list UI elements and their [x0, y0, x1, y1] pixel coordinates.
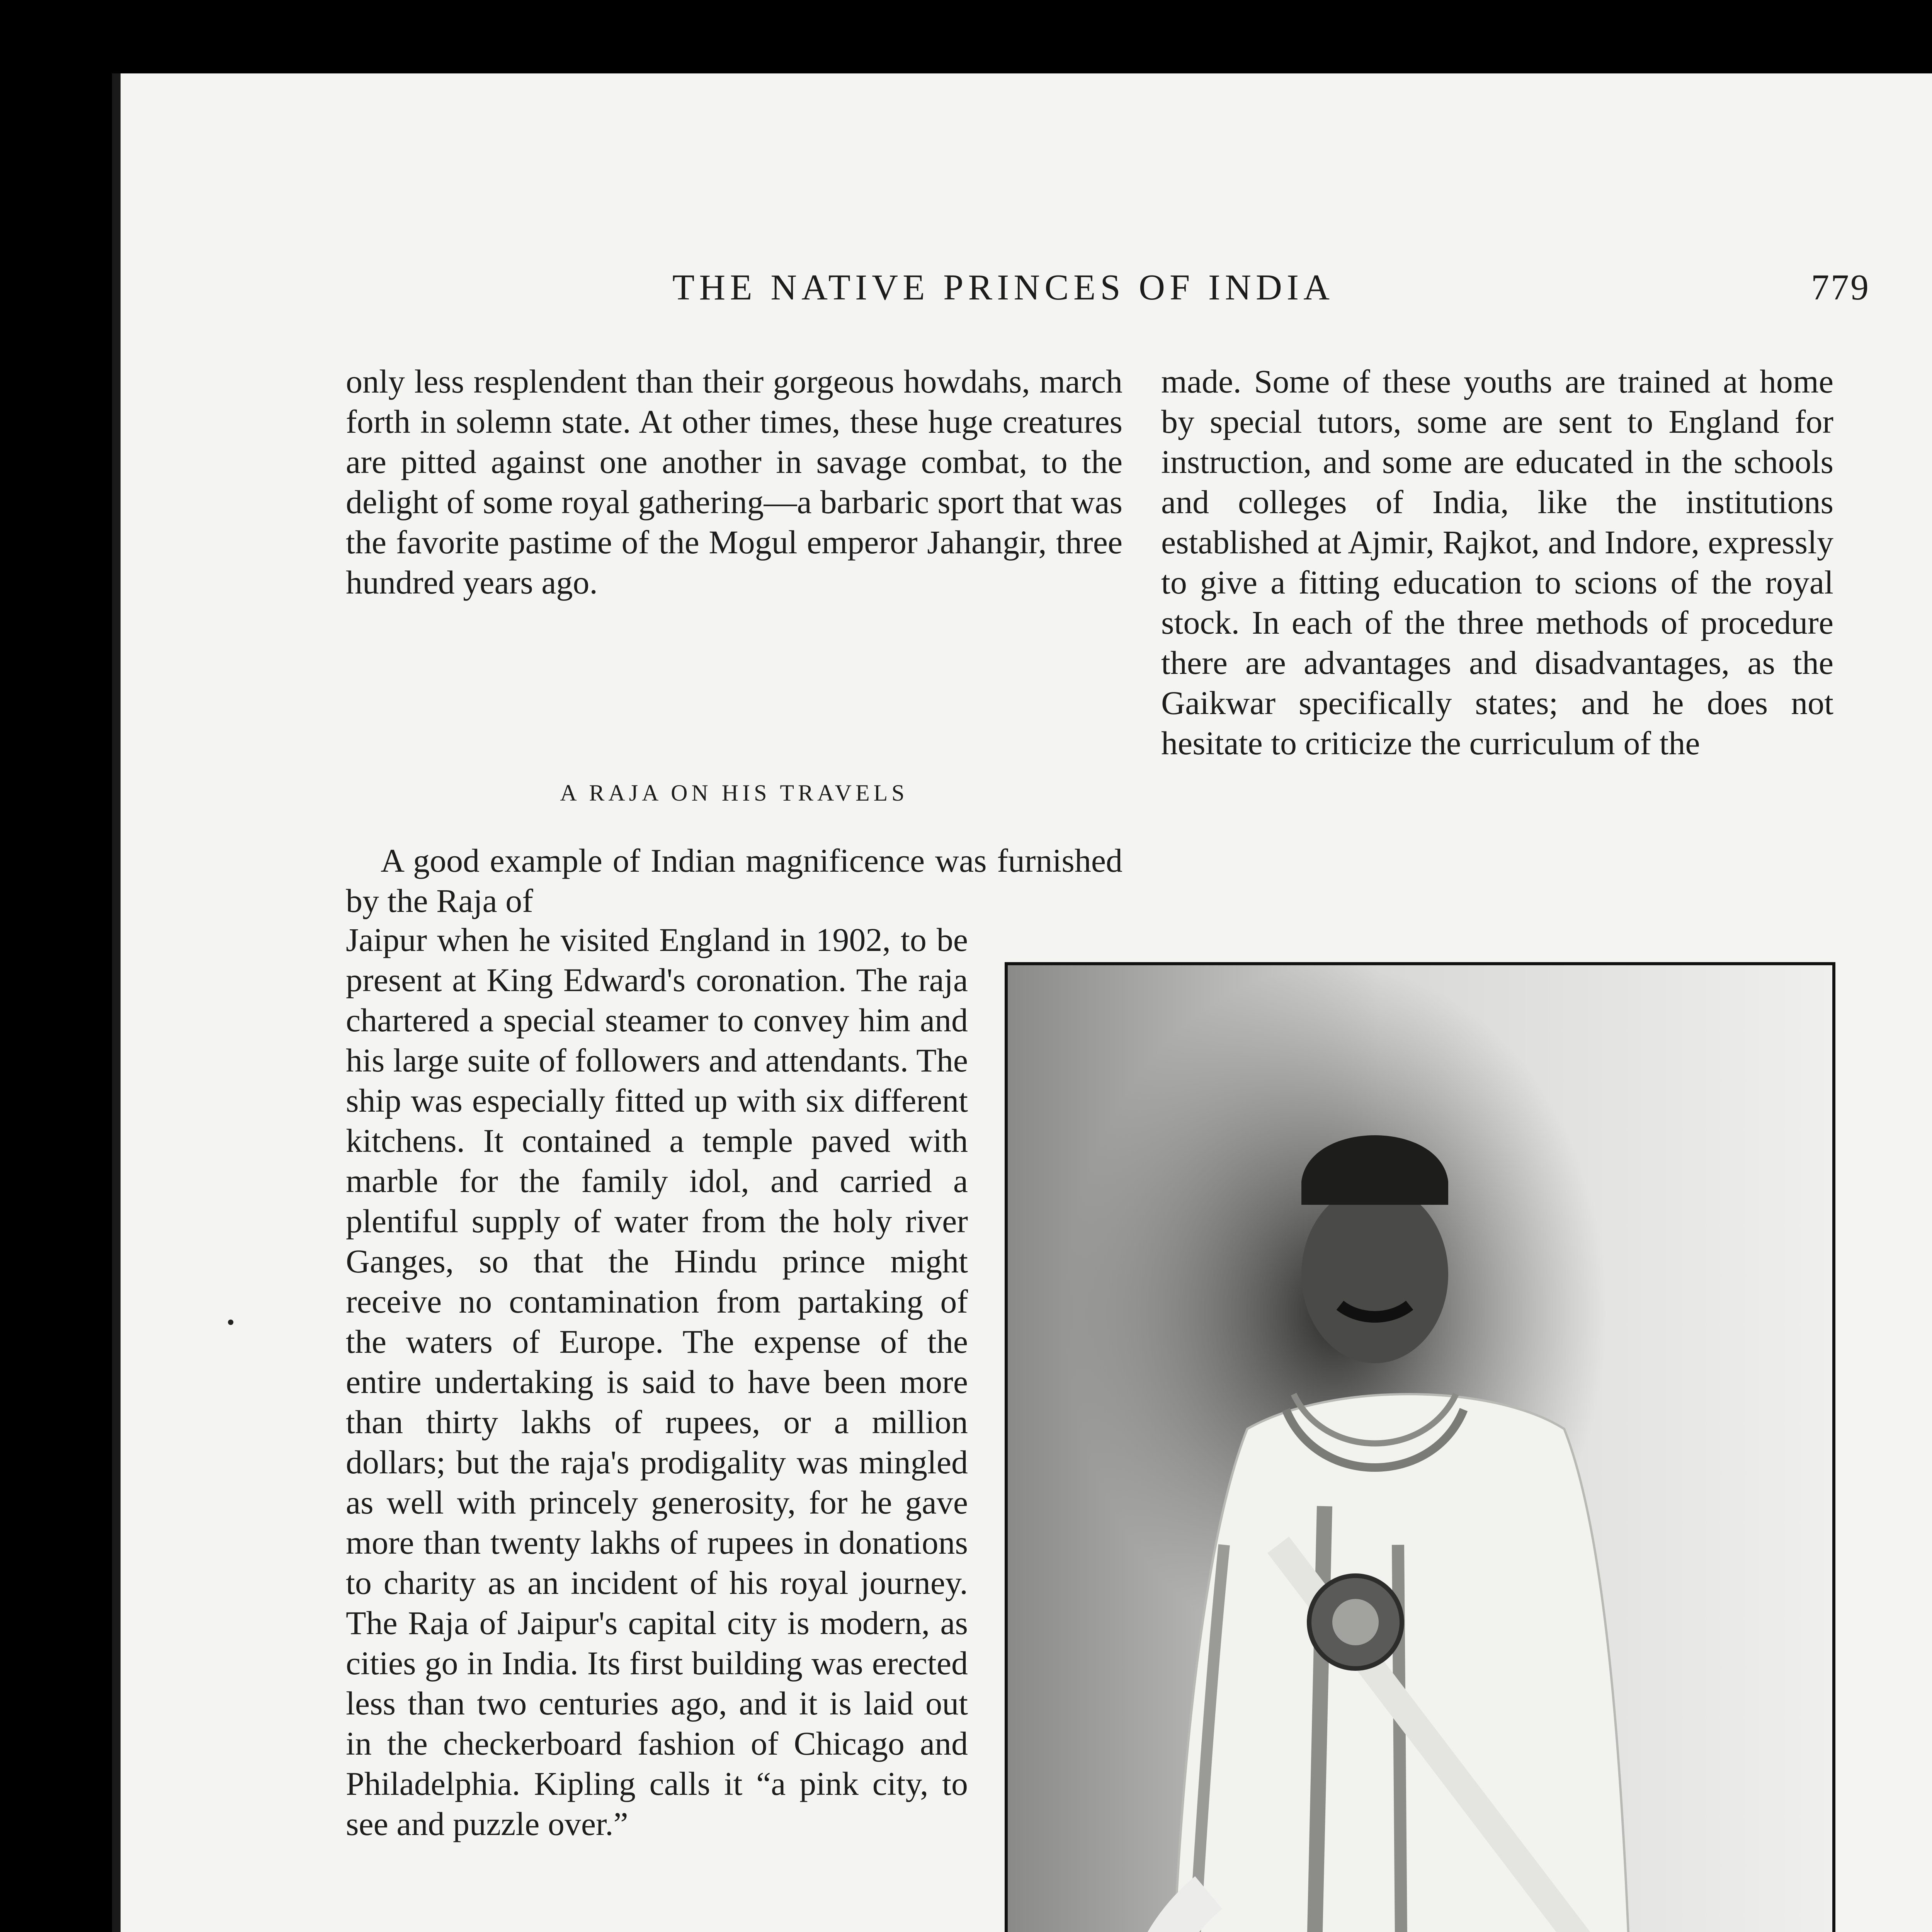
portrait-photograph [1005, 962, 1835, 1932]
raja-paragraph: Jaipur when he visited England in 1902, to be present at King Edward's coronation. The raja chartered a special steamer to convey him and his large suite of followers and attendants. The ship was especially fitted up with six different kitchens. It contained a temple paved with marble for the family idol, and carried a plentiful supply of water from the holy river Ganges, so that the Hindu prince might receive no contamination from partaking of the waters of Europe. The expense of the entire undertaking is said to have been more than thirty lakhs of rupees, or a million dollars; but the raja's prodigality was mingled as well with princely generosity, for he gave more than twenty lakhs of rupees in donations to charity as an incident of his royal journey. The Raja of Jaipur's capital city is modern, as cities go in India. Its first building was erected less than two centuries ago, and it is laid out in the checkerboard fashion of Chicago and Philadelphia. Kipling calls it “a pink city, to see and puzzle over.” [346, 921, 968, 1842]
intro-paragraph: only less resplendent than their gorgeous howdahs, march forth in solemn state. At other times, these huge creatures are pitted against one another in savage combat, to the delight of some royal gathering—a barbaric sport that was the favorite pastime of the Mogul emperor Jahangir, three hundred years ago. [346, 363, 1122, 601]
binding-gutter [112, 73, 121, 1932]
magazine-page [112, 73, 1932, 1932]
running-head [672, 267, 1870, 328]
portrait-illustration [1008, 965, 1832, 1932]
right-column-top [1161, 361, 1833, 763]
left-column-narrow [346, 920, 968, 1844]
right-paragraph: made. Some of these youths are trained at home by special tutors, some are sent to England for instruction, and some are educated in the schools and colleges of India, like the institutions established at Ajmir, Rajkot, and Indore, expressly to give a fitting education to scions of the royal stock. In each of the three methods of procedure there are advantages and disadvantages, as the Gaikwar specifically states; and he does not hesitate to criticize the curriculum of the [1161, 363, 1833, 762]
print-speck [228, 1320, 233, 1325]
raja-paragraph-start: A good example of Indian magnificence was furnished by the Raja of [346, 842, 1122, 919]
subhead-raja-travels: A RAJA ON HIS TRAVELS [560, 780, 908, 806]
running-head-title: THE NATIVE PRINCES OF INDIA [672, 267, 1335, 308]
left-column-top [346, 361, 1122, 602]
page-number: 779 [1811, 267, 1870, 308]
raja-paragraph-wide [346, 840, 1122, 921]
